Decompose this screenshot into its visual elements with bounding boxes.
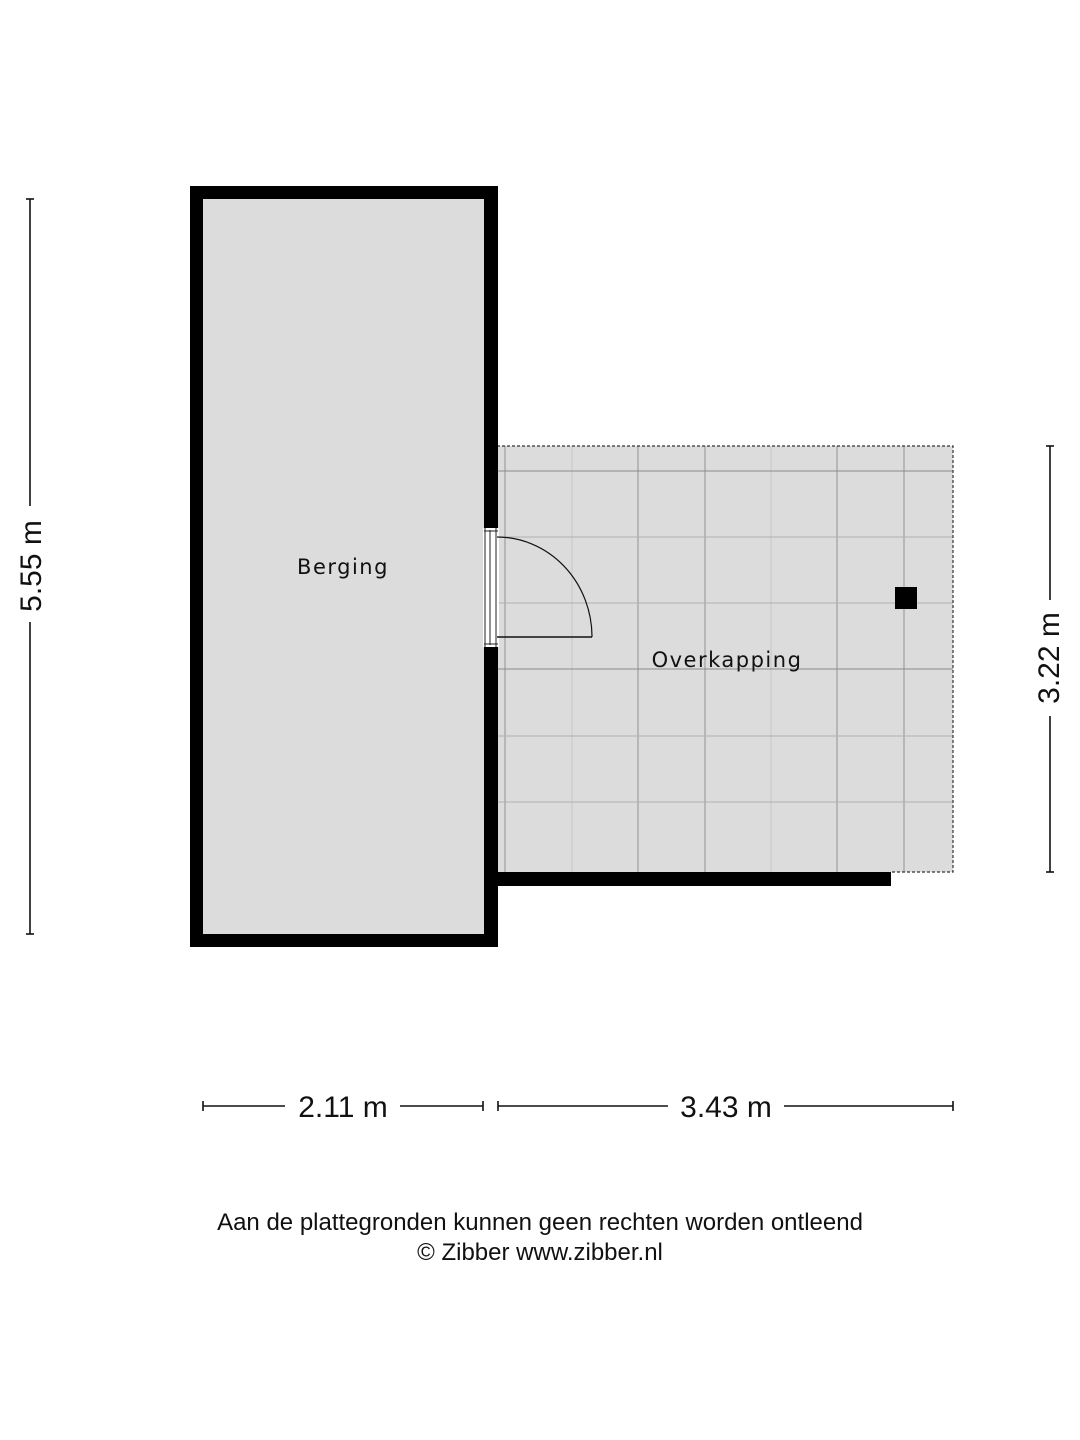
dimension-right-height-label: 3.22 m [1032, 612, 1066, 704]
dimension-bottom-right-width-label: 3.43 m [680, 1091, 772, 1124]
dimension-left-height [15, 199, 48, 934]
dimension-right-height [1033, 446, 1066, 872]
berging-label: Berging [297, 555, 389, 579]
dimension-left-height-label: 5.55 m [14, 520, 48, 612]
dimension-bottom-left-width-label: 2.11 m [298, 1091, 388, 1124]
dimension-bottom-left-width [203, 1091, 483, 1124]
dimension-bottom-right-width [498, 1091, 953, 1124]
overkapping-bottom-wall [490, 872, 891, 886]
support-post [895, 587, 917, 609]
copyright-text: © Zibber www.zibber.nl [417, 1239, 663, 1266]
overkapping-label: Overkapping [651, 648, 803, 672]
disclaimer-text: Aan de plattegronden kunnen geen rechten worden ontleend [217, 1209, 863, 1236]
